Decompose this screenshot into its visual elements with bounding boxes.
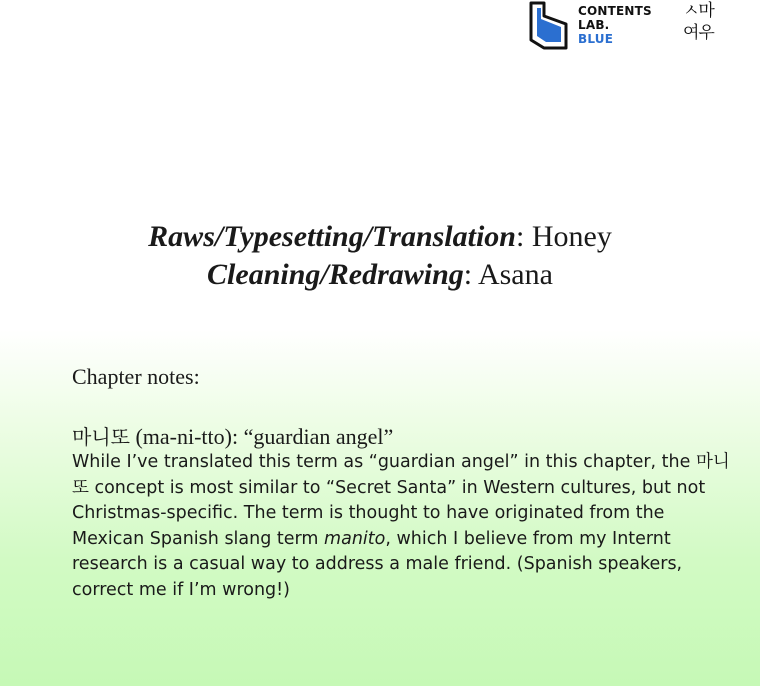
term-heading <box>72 421 393 450</box>
credits-line-2 <box>0 256 760 294</box>
credit-role-cleaning: Cleaning/Redrawing <box>207 258 464 291</box>
term-korean: 마니또 <box>72 425 130 449</box>
logo-line-contents: CONTENTS <box>578 4 652 18</box>
paragraph-part-2: concept is most similar to “Secret Santa” in Western cultures, but not Christmas-specific. The term is thought to have originated from the Mexican Spanish slang term <box>72 477 706 549</box>
term-definition: (ma-ni-tto): “guardian angel” <box>129 424 394 449</box>
notes-paragraph <box>72 450 732 603</box>
contents-lab-logo-icon <box>528 0 570 52</box>
logo-text <box>578 4 652 46</box>
logo-line-blue: BLUE <box>578 32 614 46</box>
mark-line-1: ㅅ마 <box>683 1 714 21</box>
credit-name-honey: Honey <box>531 220 612 253</box>
chapter-notes-title: Chapter notes: <box>72 364 200 389</box>
paragraph-emphasis-manito: manito <box>324 528 386 549</box>
mark-line-2: 여우 <box>683 23 714 43</box>
paragraph-korean-term: 마니또 <box>72 452 730 498</box>
contents-lab-blue-logo <box>528 0 652 52</box>
paragraph-part-3: , which I believe from my Internt research is a casual way to address a male friend. (Spanish speakers, correct me if I’m wrong!) <box>72 528 683 600</box>
credits-line-1 <box>0 218 760 256</box>
credit-name-asana: Asana <box>477 258 553 291</box>
credit-role-translation: Raws/Typesetting/Translation <box>148 220 516 253</box>
logo-line-lab: LAB. <box>578 18 610 32</box>
credit-separator: : <box>516 220 532 253</box>
korean-stamp-mark <box>683 0 727 44</box>
credits-block <box>0 218 760 294</box>
credit-separator: : <box>463 258 478 291</box>
paragraph-part-1: While I’ve translated this term as “guardian angel” in this chapter, the <box>72 452 696 472</box>
